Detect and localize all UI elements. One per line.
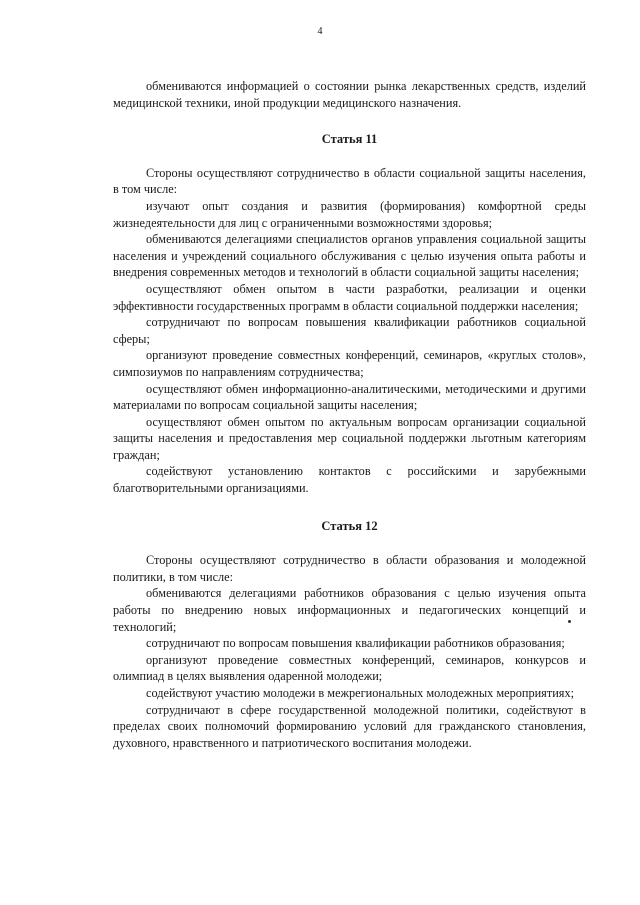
article-12-paragraph-5: содействуют участию молодежи в межрегиональных молодежных мероприятиях; [146, 686, 575, 700]
article-11-paragraph-4: осуществляют обмен опытом в части разработки, реализации и оценки эффективности государственных программ в области социальной поддержки населения; [113, 281, 586, 313]
article-11-paragraph-3: обмениваются делегациями специалистов органов управления социальной защиты населения и учреждений социального обслуживания с целью изучения опыта работы и внедрения современных методов и технологий в области социальной защиты населения; [113, 232, 586, 280]
article-11-paragraph-5: сотрудничают по вопросам повышения квалификации работников социальной сферы; [113, 315, 586, 346]
article-12-body [113, 552, 586, 751]
article-12-paragraph-2: обмениваются делегациями работников образования с целью изучения опыта работы по внедрению новых информационных и педагогических концепций и технологий; [113, 586, 586, 634]
article-11-paragraph-2: изучают опыт создания и развития (формирования) комфортной среды жизнедеятельности для лиц с ограниченными возможностями здоровья; [113, 198, 586, 230]
article-11-body [113, 165, 586, 497]
article-11-paragraph-8: осуществляют обмен опытом по актуальным вопросам организации социальной защиты населения и предоставления мер социальной поддержки льготным категориям граждан; [113, 414, 586, 462]
article-12-paragraph-4: организуют проведение совместных конференций, семинаров, конкурсов и олимпиад в целях выявления одаренной молодежи; [113, 652, 586, 684]
article-12-title: Статья 12 [321, 518, 378, 533]
scan-speck [568, 620, 571, 623]
article-12-paragraph-3: сотрудничают по вопросам повышения квалификации работников образования; [146, 636, 565, 651]
document-body [113, 78, 586, 751]
page-number: 4 [317, 26, 323, 37]
article-11-paragraph-6: организуют проведение совместных конференций, семинаров, «круглых столов», симпозиумов по направлениям сотрудничества; [113, 348, 586, 379]
article-11-paragraph-9: содействуют установлению контактов с российскими и зарубежными благотворительными организациями. [113, 464, 586, 496]
article-12-paragraph-1: Стороны осуществляют сотрудничество в области образования и молодежной политики, в том числе: [113, 553, 586, 584]
article-12-paragraph-6: сотрудничают в сфере государственной молодежной политики, содействуют в пределах своих полномочий формированию условий для гражданского становления, духовного, нравственного и патриотического воспитания молодежи. [113, 702, 586, 750]
article-11-title: Статья 11 [321, 132, 378, 147]
article-11-paragraph-7: осуществляют обмен информационно-аналитическими, методическими и другими материалами по вопросам социальной защиты населения; [113, 381, 586, 413]
intro-paragraph: обмениваются информацией о состоянии рынка лекарственных средств, изделий медицинской техники, иной продукции медицинского назначения. [113, 79, 586, 110]
article-11-paragraph-1: Стороны осуществляют сотрудничество в области социальной защиты населения, в том числе: [113, 165, 586, 197]
